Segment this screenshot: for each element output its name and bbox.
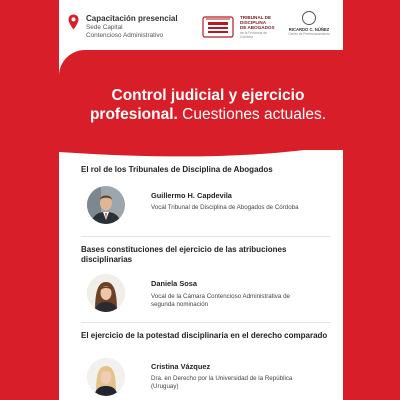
event-header — [59, 0, 343, 56]
banner-wave — [59, 138, 343, 160]
speaker-role: Vocal de la Cámara Contencioso Administrativa de segunda nominación — [151, 293, 290, 308]
session-1 — [81, 165, 331, 175]
logo2-line1: TRIBUNAL DE — [240, 15, 272, 20]
logo2-line4: de la Provincia de Córdoba — [240, 30, 267, 39]
event-title-bold: Control judicial y ejercicio profesional. — [89, 87, 305, 123]
logo3-name: RICARDO C. NÚÑEZ — [288, 27, 330, 32]
avatar-capdevila — [87, 186, 125, 224]
event-location — [86, 14, 178, 40]
divider — [81, 236, 331, 237]
logo2-line2: DISCIPLINA — [240, 20, 267, 26]
event-room: Contencioso Administrativo — [86, 32, 164, 39]
event-title-regular: Cuestiones actuales. — [182, 106, 327, 123]
speaker-role: Dra. en Derecho por la Universidad de la República (Uruguay) — [151, 375, 293, 390]
speaker-role: Vocal Tribunal de Disciplina de Abogados de Córdoba — [151, 204, 299, 211]
session-title: El ejercicio de la potestad disciplinaria en el derecho comparado — [81, 331, 328, 340]
avatar-vazquez — [87, 358, 125, 396]
divider — [81, 322, 331, 323]
logo2-line3: DE ABOGADOS — [240, 25, 275, 31]
location-pin-icon — [68, 14, 79, 30]
avatar-sosa — [87, 274, 125, 312]
tribunal-disciplina-logo — [240, 15, 278, 39]
poder-judicial-logo — [202, 15, 234, 39]
speaker-name: Daniela Sosa — [151, 279, 198, 288]
seal-icon — [302, 11, 316, 25]
event-card — [59, 0, 343, 400]
event-title — [79, 86, 337, 124]
session-title: El rol de los Tribunales de Disciplina de Abogados — [81, 165, 273, 174]
logo3-sub: Centro de Perfeccionamiento — [288, 32, 330, 36]
centro-nunez-logo — [285, 11, 333, 36]
speaker-name: Guillermo H. Capdevila — [151, 191, 232, 200]
event-format: Capacitación presencial — [86, 14, 178, 23]
event-venue: Sede Capital — [86, 24, 123, 31]
speaker-name: Cristina Vázquez — [151, 362, 211, 371]
session-3 — [81, 331, 331, 341]
session-2 — [81, 245, 331, 265]
session-title: Bases constituciones del ejercicio de las atribuciones disciplinarias — [81, 245, 287, 264]
